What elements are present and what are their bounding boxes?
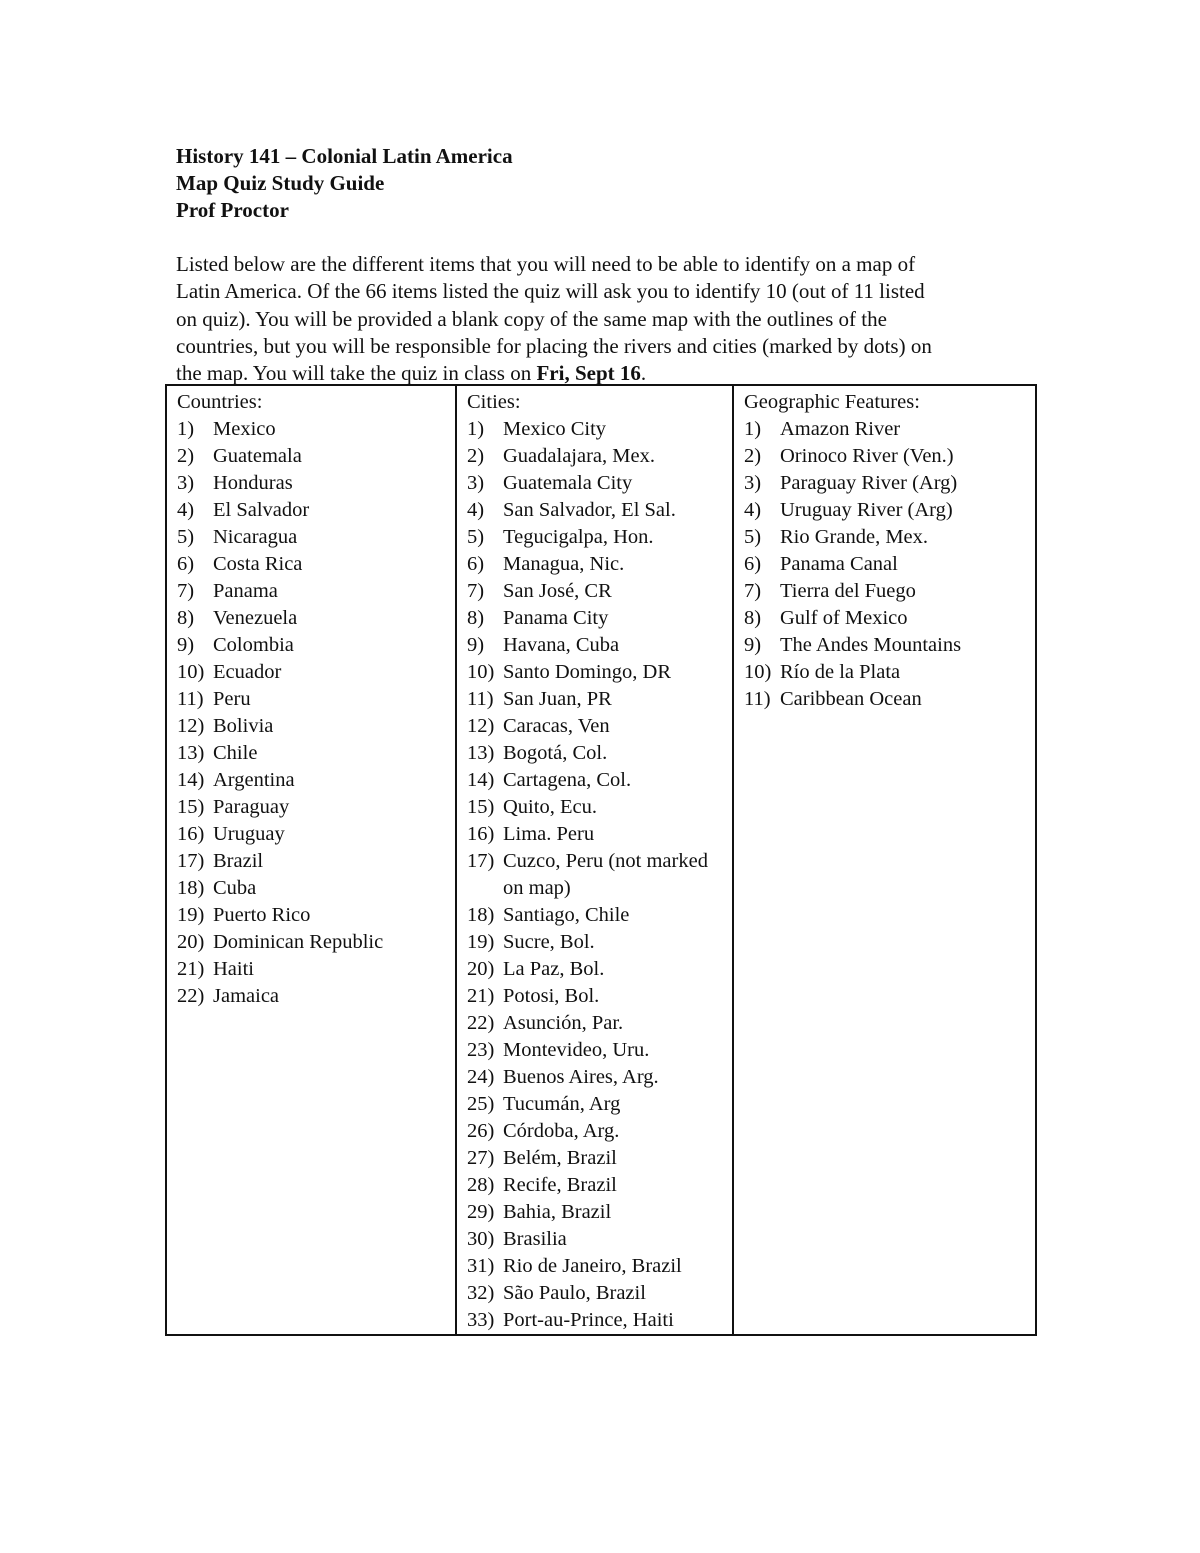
item-number: 20) <box>467 958 495 980</box>
item-number: 10) <box>467 661 495 683</box>
list-item <box>467 1226 732 1253</box>
list-item <box>467 686 732 713</box>
list-item <box>467 767 732 794</box>
list-item <box>177 524 455 551</box>
list-item <box>744 524 1035 551</box>
item-number: 6) <box>744 553 762 575</box>
item-text: Uruguay River (Arg) <box>780 499 953 521</box>
course-title: History 141 – Colonial Latin America <box>176 144 513 168</box>
intro-line: Latin America. Of the 66 items listed the quiz will ask you to identify 10 (out of 11 listed <box>176 279 925 304</box>
item-number: 10) <box>744 661 772 683</box>
list-item <box>177 443 455 470</box>
item-text: Potosi, Bol. <box>503 985 600 1007</box>
item-number: 16) <box>177 823 205 845</box>
item-text: Cartagena, Col. <box>503 769 632 791</box>
item-text: Rio Grande, Mex. <box>780 526 929 548</box>
item-text: Paraguay River (Arg) <box>780 472 958 494</box>
document-title: Map Quiz Study Guide <box>176 171 385 195</box>
item-number: 11) <box>467 688 494 710</box>
item-text: Tucumán, Arg <box>503 1093 621 1115</box>
item-number: 13) <box>177 742 205 764</box>
item-text: Belém, Brazil <box>503 1147 617 1169</box>
intro-line: on quiz). You will be provided a blank copy of the same map with the outlines of the <box>176 306 887 331</box>
list-item <box>467 1010 732 1037</box>
item-number: 3) <box>467 472 485 494</box>
list-item <box>744 443 1035 470</box>
item-text: Tegucigalpa, Hon. <box>503 526 654 548</box>
item-text: Mexico <box>213 418 276 440</box>
item-number: 29) <box>467 1201 495 1223</box>
item-text: Caracas, Ven <box>503 715 610 737</box>
item-number: 4) <box>177 499 195 521</box>
item-text: Argentina <box>213 769 295 791</box>
countries-column-title: Countries: <box>177 391 263 413</box>
item-text: Haiti <box>213 958 254 980</box>
item-number: 5) <box>467 526 485 548</box>
item-text: Recife, Brazil <box>503 1174 617 1196</box>
cities-column-title: Cities: <box>467 391 521 413</box>
list-item <box>177 902 455 929</box>
item-number: 25) <box>467 1093 495 1115</box>
list-item <box>467 713 732 740</box>
item-text: Santo Domingo, DR <box>503 661 671 683</box>
item-text: Brasilia <box>503 1228 567 1250</box>
item-number: 9) <box>177 634 195 656</box>
item-text: Amazon River <box>780 418 901 440</box>
item-number: 10) <box>177 661 205 683</box>
intro-last-line-text: the map. You will take the quiz in class on <box>176 361 537 386</box>
item-text: Uruguay <box>213 823 285 845</box>
list-item <box>467 443 732 470</box>
countries-column <box>166 385 456 1335</box>
item-number: 9) <box>467 634 485 656</box>
item-text: San Juan, PR <box>503 688 612 710</box>
item-number: 1) <box>177 418 195 440</box>
list-item <box>467 902 732 929</box>
item-text: Bogotá, Col. <box>503 742 608 764</box>
item-number: 11) <box>177 688 204 710</box>
item-number: 1) <box>744 418 762 440</box>
list-item <box>744 497 1035 524</box>
list-item <box>744 686 1035 713</box>
list-item <box>467 470 732 497</box>
item-text: Colombia <box>213 634 294 656</box>
item-number: 6) <box>177 553 195 575</box>
cities-list <box>467 416 732 1334</box>
item-text: Río de la Plata <box>780 661 901 683</box>
geographic-features-list <box>744 416 1035 713</box>
list-item <box>177 497 455 524</box>
item-number: 4) <box>467 499 485 521</box>
instructor-name: Prof Proctor <box>176 198 289 222</box>
item-text: Chile <box>213 742 258 764</box>
item-text: Orinoco River (Ven.) <box>780 445 954 467</box>
item-number: 1) <box>467 418 485 440</box>
list-item <box>467 1307 732 1334</box>
item-text: Brazil <box>213 850 264 872</box>
item-text: Port-au-Prince, Haiti <box>503 1309 674 1331</box>
list-item <box>177 875 455 902</box>
list-item <box>467 1280 732 1307</box>
item-text: La Paz, Bol. <box>503 958 605 980</box>
item-text: Gulf of Mexico <box>780 607 908 629</box>
item-number: 7) <box>744 580 762 602</box>
item-number: 19) <box>467 931 495 953</box>
item-number: 2) <box>744 445 762 467</box>
item-text: Sucre, Bol. <box>503 931 595 953</box>
item-text: Bahia, Brazil <box>503 1201 612 1223</box>
item-text: San Salvador, El Sal. <box>503 499 676 521</box>
item-number: 18) <box>467 904 495 926</box>
item-number: 12) <box>177 715 205 737</box>
item-number: 8) <box>177 607 195 629</box>
list-item <box>467 740 732 767</box>
list-item <box>467 794 732 821</box>
item-number: 7) <box>177 580 195 602</box>
item-text: Guadalajara, Mex. <box>503 445 655 467</box>
item-text: San José, CR <box>503 580 612 602</box>
item-number: 27) <box>467 1147 495 1169</box>
list-item <box>177 551 455 578</box>
item-number: 17) <box>467 850 495 872</box>
geographic-features-column <box>733 385 1036 1335</box>
item-number: 22) <box>177 985 205 1007</box>
item-text: Venezuela <box>213 607 298 629</box>
item-number: 18) <box>177 877 205 899</box>
item-text: Cuba <box>213 877 257 899</box>
item-number: 14) <box>177 769 205 791</box>
list-item <box>744 632 1035 659</box>
intro-paragraph <box>176 251 1046 387</box>
list-item <box>177 794 455 821</box>
list-item <box>467 1253 732 1280</box>
list-item <box>177 470 455 497</box>
item-text: Guatemala <box>213 445 302 467</box>
list-item <box>467 983 732 1010</box>
list-item <box>177 848 455 875</box>
item-number: 15) <box>177 796 205 818</box>
list-item <box>467 659 732 686</box>
list-item <box>467 1091 732 1118</box>
intro-line: countries, but you will be responsible for placing the rivers and cities (marked by dots) on <box>176 333 932 358</box>
list-item <box>744 659 1035 686</box>
item-number: 12) <box>467 715 495 737</box>
item-number: 20) <box>177 931 205 953</box>
geographic-features-column-title: Geographic Features: <box>744 391 920 413</box>
item-number: 4) <box>744 499 762 521</box>
list-item <box>177 929 455 956</box>
item-text: Paraguay <box>213 796 290 818</box>
item-text: Quito, Ecu. <box>503 796 597 818</box>
item-text: Havana, Cuba <box>503 634 620 656</box>
item-number: 7) <box>467 580 485 602</box>
item-text: Bolivia <box>213 715 274 737</box>
study-items-table <box>165 384 1037 1336</box>
item-text: Puerto Rico <box>213 904 311 926</box>
item-text: São Paulo, Brazil <box>503 1282 646 1304</box>
list-item <box>467 821 732 848</box>
item-number: 21) <box>177 958 205 980</box>
item-number: 8) <box>467 607 485 629</box>
list-item <box>177 416 455 443</box>
item-text: Montevideo, Uru. <box>503 1039 650 1061</box>
item-number: 28) <box>467 1174 495 1196</box>
item-number: 2) <box>177 445 195 467</box>
item-number: 32) <box>467 1282 495 1304</box>
item-number: 31) <box>467 1255 495 1277</box>
list-item <box>177 605 455 632</box>
list-item <box>744 551 1035 578</box>
list-item <box>467 524 732 551</box>
list-item <box>467 848 732 902</box>
item-text: Caribbean Ocean <box>780 688 922 710</box>
item-text: Managua, Nic. <box>503 553 625 575</box>
item-number: 11) <box>744 688 771 710</box>
list-item <box>467 605 732 632</box>
item-number: 15) <box>467 796 495 818</box>
list-item <box>467 1145 732 1172</box>
list-item <box>467 1037 732 1064</box>
list-item <box>744 416 1035 443</box>
list-item <box>744 470 1035 497</box>
item-text: Santiago, Chile <box>503 904 630 926</box>
item-text: El Salvador <box>213 499 310 521</box>
item-text: Panama Canal <box>780 553 898 575</box>
item-text: Buenos Aires, Arg. <box>503 1066 659 1088</box>
item-text: Peru <box>213 688 251 710</box>
item-number: 33) <box>467 1309 495 1331</box>
item-number: 5) <box>744 526 762 548</box>
item-number: 26) <box>467 1120 495 1142</box>
item-text: Dominican Republic <box>213 931 384 953</box>
list-item <box>467 551 732 578</box>
item-text: Nicaragua <box>213 526 298 548</box>
item-text: Lima. Peru <box>503 823 595 845</box>
item-text: Costa Rica <box>213 553 303 575</box>
item-number: 23) <box>467 1039 495 1061</box>
item-text: Córdoba, Arg. <box>503 1120 620 1142</box>
list-item <box>177 983 455 1010</box>
list-item <box>177 740 455 767</box>
item-number: 21) <box>467 985 495 1007</box>
item-number: 19) <box>177 904 205 926</box>
list-item <box>467 578 732 605</box>
item-number: 30) <box>467 1228 495 1250</box>
item-number: 13) <box>467 742 495 764</box>
item-text: Honduras <box>213 472 293 494</box>
item-text: Asunción, Par. <box>503 1012 624 1034</box>
item-number: 5) <box>177 526 195 548</box>
item-text: Rio de Janeiro, Brazil <box>503 1255 682 1277</box>
item-number: 8) <box>744 607 762 629</box>
item-number: 2) <box>467 445 485 467</box>
item-text: The Andes Mountains <box>780 634 962 656</box>
item-text: Ecuador <box>213 661 282 683</box>
list-item <box>467 1064 732 1091</box>
list-item <box>177 956 455 983</box>
intro-last-line-end: . <box>640 361 647 386</box>
list-item <box>467 956 732 983</box>
list-item <box>744 578 1035 605</box>
item-number: 16) <box>467 823 495 845</box>
item-number: 17) <box>177 850 205 872</box>
quiz-date: Fri, Sept 16 <box>536 361 641 386</box>
document-heading <box>176 143 513 224</box>
item-text: Mexico City <box>503 418 607 440</box>
item-number: 24) <box>467 1066 495 1088</box>
list-item <box>467 416 732 443</box>
list-item <box>467 929 732 956</box>
list-item <box>744 605 1035 632</box>
item-number: 14) <box>467 769 495 791</box>
item-text: Guatemala City <box>503 472 633 494</box>
item-text: Panama <box>213 580 278 602</box>
item-text: Cuzco, Peru (not marked on map) <box>503 850 708 899</box>
item-number: 9) <box>744 634 762 656</box>
list-item <box>467 632 732 659</box>
list-item <box>177 578 455 605</box>
countries-list <box>177 416 455 1010</box>
item-number: 22) <box>467 1012 495 1034</box>
list-item <box>467 1118 732 1145</box>
cities-column <box>456 385 733 1335</box>
list-item <box>467 1199 732 1226</box>
list-item <box>467 1172 732 1199</box>
item-number: 6) <box>467 553 485 575</box>
item-text: Panama City <box>503 607 609 629</box>
list-item <box>467 497 732 524</box>
intro-line: Listed below are the different items that you will need to be able to identify on a map of <box>176 252 916 276</box>
item-text: Tierra del Fuego <box>780 580 916 602</box>
item-number: 3) <box>744 472 762 494</box>
item-text: Jamaica <box>213 985 280 1007</box>
list-item <box>177 713 455 740</box>
list-item <box>177 659 455 686</box>
item-number: 3) <box>177 472 195 494</box>
list-item <box>177 686 455 713</box>
list-item <box>177 767 455 794</box>
list-item <box>177 821 455 848</box>
list-item <box>177 632 455 659</box>
